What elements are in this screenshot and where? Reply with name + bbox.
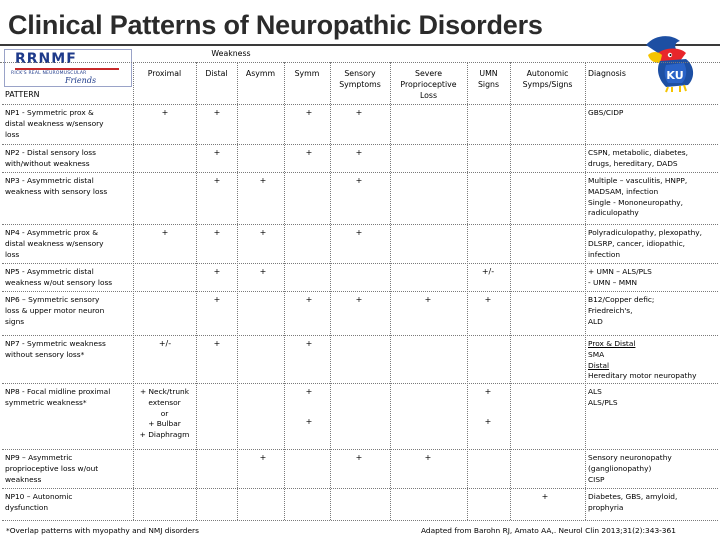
column-header-proprio-line: Loss	[419, 91, 438, 100]
row-separator-2	[2, 144, 718, 145]
diagnosis-line: Distal	[588, 360, 610, 370]
row-separator-3	[2, 172, 718, 173]
column-header-umn-line: Signs	[477, 80, 500, 89]
diagnosis-line: GBS/CIDP	[588, 108, 624, 117]
logo-tagline: RICK'S REAL NEUROMUSCULAR	[11, 71, 87, 76]
marker-sensory: +	[355, 108, 363, 117]
logo-ku-text: KU	[666, 69, 684, 82]
diagnosis-line: Polyradiculopathy, plexopathy,	[588, 228, 703, 237]
pattern-label: distal weakness w/sensory	[5, 238, 104, 248]
marker-proprio: +	[424, 453, 432, 462]
marker-distal: +	[213, 148, 221, 157]
diagnosis-line: Friedreich's,	[588, 305, 633, 315]
diagnosis-line: radiculopathy	[588, 208, 639, 218]
marker-umn: +	[484, 417, 492, 426]
marker-asymm: +	[259, 176, 267, 185]
column-header-distal: Distal	[205, 69, 228, 78]
row-separator-10	[2, 488, 718, 489]
page-title: Clinical Patterns of Neuropathic Disorders	[8, 10, 543, 40]
diagnosis-cell	[588, 295, 718, 327]
pattern-label: symmetric weakness*	[5, 397, 87, 407]
column-header-proprio-line: Severe	[415, 69, 442, 78]
row-separator-6	[2, 291, 718, 292]
pattern-label: NP7 - Symmetric weakness	[5, 339, 106, 348]
marker-symm: +	[305, 387, 313, 396]
weakness-group-header: Weakness	[211, 49, 251, 58]
diagnosis-cell	[588, 267, 718, 289]
diagnosis-cell	[588, 108, 718, 119]
diagnosis-line: - UMN – MMN	[588, 277, 638, 287]
pattern-label: NP10 – Autonomic	[5, 492, 73, 501]
diagnosis-cell	[588, 228, 718, 260]
marker-asymm: +	[259, 228, 267, 237]
column-header-proprio-line: Proprioceptive	[400, 80, 457, 89]
pattern-label: NP6 – Symmetric sensory	[5, 295, 100, 304]
pattern-label: NP2 - Distal sensory loss	[5, 148, 96, 157]
marker-umn: +/-	[481, 267, 495, 276]
column-header-asymm: Asymm	[245, 69, 276, 78]
marker-distal: +	[213, 267, 221, 276]
diagnosis-line: Diabetes, GBS, amyloid,	[588, 492, 678, 501]
marker-umn: +	[484, 387, 492, 396]
diagnosis-line: infection	[588, 249, 621, 259]
pattern-label: NP5 - Asymmetric distal	[5, 267, 94, 276]
table-bottom-separator	[2, 520, 718, 521]
marker-proximal: +	[161, 108, 169, 117]
marker-asymm: +	[259, 267, 267, 276]
marker-distal: +	[213, 339, 221, 348]
pattern-label: weakness	[5, 474, 42, 484]
marker-symm: +	[305, 108, 313, 117]
diagnosis-line: CISP	[588, 474, 605, 484]
marker-distal: +	[213, 228, 221, 237]
pattern-label: NP8 - Focal midline proximal	[5, 387, 111, 396]
pattern-column-header: PATTERN	[5, 90, 40, 99]
pattern-label: loss	[5, 129, 20, 139]
column-header-diagnosis: Diagnosis	[588, 69, 626, 78]
pattern-label: with/without weakness	[5, 158, 90, 168]
marker-proximal-line: + Neck/trunk	[139, 387, 190, 396]
diagnosis-cell	[588, 492, 718, 514]
row-separator-8	[2, 383, 718, 384]
pattern-label: weakness w/out sensory loss	[5, 277, 113, 287]
pattern-label: NP9 – Asymmetric	[5, 453, 73, 462]
marker-symm: +	[305, 295, 313, 304]
marker-sensory: +	[355, 295, 363, 304]
row-separator-4	[2, 224, 718, 225]
header-separator	[0, 62, 720, 63]
pattern-label: loss	[5, 249, 20, 259]
column-header-autonomic-line: Symps/Signs	[522, 80, 573, 89]
column-header-sensory-line: Sensory	[344, 69, 376, 78]
diagnosis-line: ALD	[588, 316, 603, 326]
footnote: *Overlap patterns with myopathy and NMJ disorders	[6, 526, 199, 535]
diagnosis-line: ALS	[588, 387, 602, 396]
pattern-label: distal weakness w/sensory	[5, 118, 104, 128]
diagnosis-line: MADSAM, infection	[588, 186, 659, 196]
marker-symm: +	[305, 339, 313, 348]
diagnosis-line: + UMN – ALS/PLS	[588, 267, 652, 276]
marker-proprio: +	[424, 295, 432, 304]
pattern-label: weakness with sensory loss	[5, 186, 108, 196]
diagnosis-line: Sensory neuronopathy	[588, 453, 672, 462]
diagnosis-line: drugs, hereditary, DADS	[588, 158, 678, 168]
diagnosis-line: Hereditary motor neuropathy	[588, 371, 697, 381]
marker-symm: +	[305, 148, 313, 157]
marker-proximal-line: extensor	[148, 397, 181, 407]
diagnosis-line: Multiple – vasculitis, HNPP,	[588, 176, 688, 185]
pattern-label: NP4 - Asymmetric prox &	[5, 228, 99, 237]
marker-proximal-line: or	[160, 408, 169, 418]
marker-proximal: +/-	[158, 339, 172, 348]
marker-sensory: +	[355, 176, 363, 185]
marker-symm: +	[305, 417, 313, 426]
diagnosis-line: SMA	[588, 349, 605, 359]
diagnosis-cell	[588, 148, 718, 170]
diagnosis-line: B12/Copper defic;	[588, 295, 655, 304]
marker-distal: +	[213, 295, 221, 304]
diagnosis-line: ALS/PLS	[588, 397, 618, 407]
column-header-symm: Symm	[294, 69, 320, 78]
diagnosis-line: prophyria	[588, 502, 624, 512]
diagnosis-line: (ganglionopathy)	[588, 463, 652, 473]
column-header-umn-line: UMN	[479, 69, 498, 78]
pattern-label: loss & upper motor neuron	[5, 305, 105, 315]
row-separator-9	[2, 449, 718, 450]
diagnosis-line: DLSRP, cancer, idiopathic,	[588, 238, 686, 248]
marker-sensory: +	[355, 453, 363, 462]
diagnosis-line: CSPN, metabolic, diabetes,	[588, 148, 688, 157]
row-separator-5	[2, 263, 718, 264]
pattern-label: NP1 - Symmetric prox &	[5, 108, 94, 117]
marker-proximal: +	[161, 228, 169, 237]
pattern-label: signs	[5, 316, 25, 326]
diagnosis-cell	[588, 453, 718, 485]
header-bottom-separator	[2, 104, 718, 105]
marker-distal: +	[213, 176, 221, 185]
diagnosis-cell	[588, 176, 718, 219]
column-header-proximal: Proximal	[147, 69, 182, 78]
logo-brand-text: RRNMF	[15, 51, 77, 67]
diagnosis-cell	[588, 387, 718, 409]
marker-distal: +	[213, 108, 221, 117]
pattern-label: proprioceptive loss w/out	[5, 463, 99, 473]
diagnosis-line: Single - Mononeuropathy,	[588, 197, 684, 207]
row-separator-7	[2, 335, 718, 336]
pattern-label: dysfunction	[5, 502, 49, 512]
marker-autonomic: +	[541, 492, 549, 501]
diagnosis-line: Prox & Distal	[588, 339, 636, 348]
marker-sensory: +	[355, 148, 363, 157]
marker-umn: +	[484, 295, 492, 304]
marker-proximal-line: + Diaphragm	[139, 430, 190, 440]
marker-sensory: +	[355, 228, 363, 237]
logo-script-text: Friends	[65, 76, 97, 85]
pattern-label: without sensory loss*	[5, 349, 85, 359]
marker-asymm: +	[259, 453, 267, 462]
diagnosis-cell	[588, 339, 718, 382]
column-header-sensory-line: Symptoms	[339, 80, 381, 89]
citation: Adapted from Barohn RJ, Amato AA,. Neurol Clin 2013;31(2):343-361	[421, 526, 676, 535]
column-header-autonomic-line: Autonomic	[526, 69, 569, 78]
marker-proximal-line: + Bulbar	[148, 419, 181, 429]
pattern-label: NP3 - Asymmetric distal	[5, 176, 94, 185]
